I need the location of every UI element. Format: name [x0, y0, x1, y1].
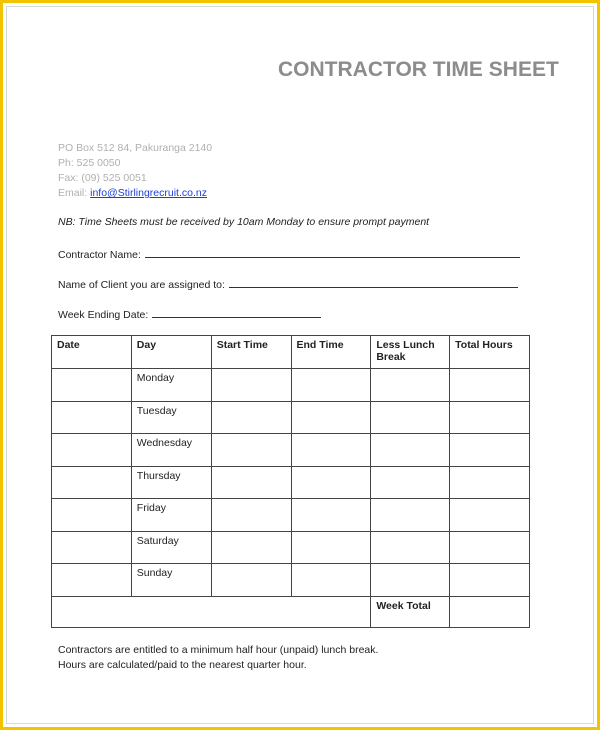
end-time-cell[interactable] — [291, 401, 371, 434]
end-time-cell[interactable] — [291, 499, 371, 532]
start-time-cell[interactable] — [211, 531, 291, 564]
week-ending-field[interactable] — [152, 307, 321, 318]
total-hours-cell[interactable] — [450, 499, 530, 532]
start-time-cell[interactable] — [211, 369, 291, 402]
client-name-row — [58, 277, 518, 291]
lunch-break-cell[interactable] — [371, 564, 450, 597]
client-name-field[interactable] — [229, 277, 518, 288]
day-cell: Saturday — [131, 531, 211, 564]
total-hours-cell[interactable] — [450, 401, 530, 434]
start-time-cell[interactable] — [211, 466, 291, 499]
lunch-break-cell[interactable] — [371, 531, 450, 564]
table-header-row — [52, 336, 530, 369]
start-time-cell[interactable] — [211, 401, 291, 434]
email-link[interactable]: info@Stirlingrecruit.co.nz — [90, 187, 207, 199]
date-cell[interactable] — [52, 369, 132, 402]
address-email-row — [58, 187, 207, 199]
end-time-cell[interactable] — [291, 466, 371, 499]
address-fax: Fax: (09) 525 0051 — [58, 172, 147, 184]
day-cell: Sunday — [131, 564, 211, 597]
footer-rounding-note: Hours are calculated/paid to the nearest quarter hour. — [58, 659, 307, 671]
header-less-lunch-break: Less Lunch Break — [371, 336, 450, 369]
week-total-row — [52, 596, 530, 627]
lunch-break-cell[interactable] — [371, 369, 450, 402]
contractor-name-label: Contractor Name: — [58, 249, 141, 261]
end-time-cell[interactable] — [291, 434, 371, 467]
total-hours-cell[interactable] — [450, 531, 530, 564]
day-cell: Tuesday — [131, 401, 211, 434]
address-po-box: PO Box 512 84, Pakuranga 2140 — [58, 142, 213, 154]
contractor-name-field[interactable] — [145, 247, 520, 258]
table-row — [52, 401, 530, 434]
payment-note: NB: Time Sheets must be received by 10am Monday to ensure prompt payment — [58, 216, 430, 228]
start-time-cell[interactable] — [211, 499, 291, 532]
day-cell: Friday — [131, 499, 211, 532]
timesheet-table — [51, 335, 530, 628]
end-time-cell[interactable] — [291, 531, 371, 564]
end-time-cell[interactable] — [291, 564, 371, 597]
day-cell: Wednesday — [131, 434, 211, 467]
date-cell[interactable] — [52, 499, 132, 532]
date-cell[interactable] — [52, 434, 132, 467]
date-cell[interactable] — [52, 466, 132, 499]
week-total-label: Week Total — [371, 596, 450, 627]
date-cell[interactable] — [52, 401, 132, 434]
start-time-cell[interactable] — [211, 434, 291, 467]
date-cell[interactable] — [52, 564, 132, 597]
total-hours-cell[interactable] — [450, 564, 530, 597]
lunch-break-cell[interactable] — [371, 434, 450, 467]
email-label: Email: — [58, 187, 88, 199]
week-total-blank — [52, 596, 371, 627]
day-cell: Thursday — [131, 466, 211, 499]
date-cell[interactable] — [52, 531, 132, 564]
lunch-break-cell[interactable] — [371, 499, 450, 532]
total-hours-cell[interactable] — [450, 466, 530, 499]
table-row — [52, 531, 530, 564]
lunch-break-cell[interactable] — [371, 466, 450, 499]
table-row — [52, 434, 530, 467]
total-hours-cell[interactable] — [450, 369, 530, 402]
week-total-cell[interactable] — [450, 596, 530, 627]
contractor-name-row — [58, 247, 520, 261]
client-name-label: Name of Client you are assigned to: — [58, 279, 225, 291]
total-hours-cell[interactable] — [450, 434, 530, 467]
end-time-cell[interactable] — [291, 369, 371, 402]
start-time-cell[interactable] — [211, 564, 291, 597]
header-date: Date — [52, 336, 132, 369]
table-row — [52, 466, 530, 499]
lunch-break-cell[interactable] — [371, 401, 450, 434]
footer-lunch-note: Contractors are entitled to a minimum half hour (unpaid) lunch break. — [58, 644, 379, 656]
week-ending-label: Week Ending Date: — [58, 309, 149, 321]
header-total-hours: Total Hours — [450, 336, 530, 369]
table-row — [52, 499, 530, 532]
header-day: Day — [131, 336, 211, 369]
week-ending-row — [58, 307, 321, 321]
table-row — [52, 369, 530, 402]
header-start-time: Start Time — [211, 336, 291, 369]
address-phone: Ph: 525 0050 — [58, 157, 121, 169]
table-row — [52, 564, 530, 597]
header-end-time: End Time — [291, 336, 371, 369]
page-title: CONTRACTOR TIME SHEET — [278, 58, 559, 81]
day-cell: Monday — [131, 369, 211, 402]
